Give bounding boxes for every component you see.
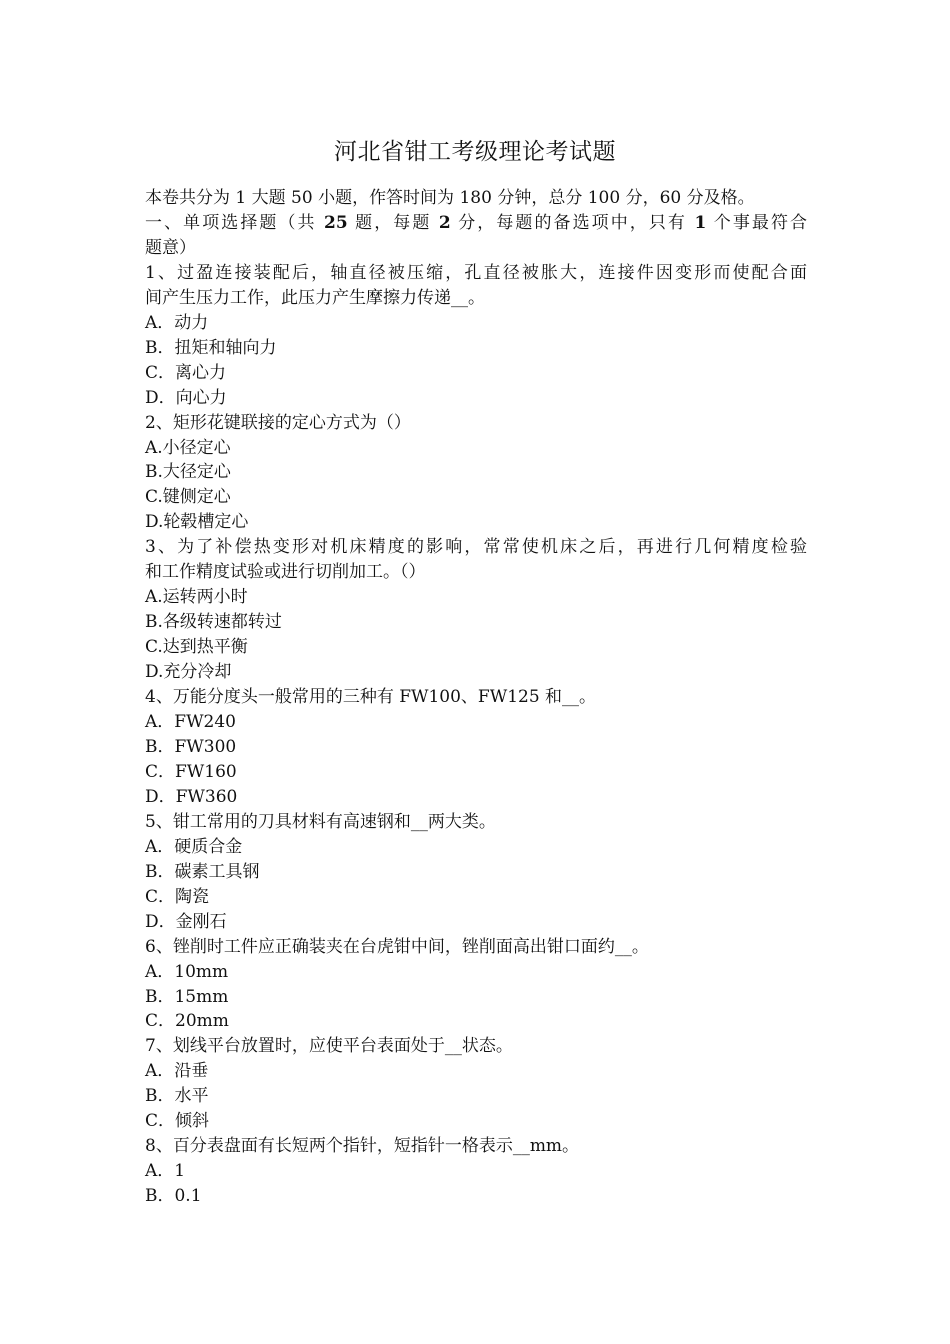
question-stem: 4、万能分度头一般常用的三种有 FW100、FW125 和__。 <box>145 687 597 708</box>
answer-option: C.键侧定心 <box>145 487 231 508</box>
answer-option: C．FW160 <box>145 761 237 782</box>
answer-option: B.各级转速都转过 <box>145 612 282 633</box>
answer-option: B．碳素工具钢 <box>145 861 260 882</box>
answer-option: A.小径定心 <box>145 437 231 458</box>
answer-option: D.充分冷却 <box>145 662 232 683</box>
answer-option: B．水平 <box>145 1086 209 1107</box>
question-stem: 8、百分表盘面有长短两个指针，短指针一格表示__mm。 <box>145 1136 580 1157</box>
question-stem: 2、矩形花键联接的定心方式为（） <box>145 412 411 433</box>
answer-option: C．20mm <box>145 1011 229 1032</box>
answer-option: A.运转两小时 <box>145 587 248 608</box>
section-heading-cont: 题意） <box>145 237 196 258</box>
answer-option: C．陶瓷 <box>145 886 210 907</box>
answer-option: A．FW240 <box>145 712 236 733</box>
answer-option: A．硬质合金 <box>145 836 243 857</box>
document-title: 河北省钳工考级理论考试题 <box>334 139 616 165</box>
question-stem: 6、锉削时工件应正确装夹在台虎钳中间，锉削面高出钳口面约__。 <box>145 936 649 957</box>
answer-option: D．向心力 <box>145 387 227 408</box>
section-heading: 一、单项选择题（共 25 题，每题 2 分，每题的备选项中，只有 1 个事最符合 <box>145 212 808 233</box>
answer-option: D．FW360 <box>145 786 238 807</box>
answer-option: C．倾斜 <box>145 1111 210 1132</box>
answer-option: C.达到热平衡 <box>145 637 248 658</box>
answer-option: B．15mm <box>145 986 229 1007</box>
answer-option: B.大径定心 <box>145 462 231 483</box>
question-stem: 1、过盈连接装配后，轴直径被压缩，孔直径被胀大，连接件因变形而使配合面 <box>145 262 807 283</box>
exam-intro: 本卷共分为 1 大题 50 小题，作答时间为 180 分钟，总分 100 分，60 分及格。 <box>145 188 755 208</box>
question-stem: 间产生压力工作，此压力产生摩擦力传递__。 <box>145 287 485 308</box>
answer-option: A．1 <box>145 1161 186 1182</box>
question-stem: 3、为了补偿热变形对机床精度的影响，常常使机床之后，再进行几何精度检验 <box>145 537 807 558</box>
question-stem: 5、钳工常用的刀具材料有高速钢和__两大类。 <box>145 811 496 832</box>
answer-option: B．扭矩和轴向力 <box>145 337 277 358</box>
answer-option: D.轮毂槽定心 <box>145 512 249 533</box>
answer-option: B．0.1 <box>145 1186 202 1207</box>
question-stem: 和工作精度试验或进行切削加工。（） <box>145 562 426 583</box>
answer-option: A．10mm <box>145 961 229 982</box>
answer-option: C．离心力 <box>145 362 227 383</box>
answer-option: A．沿垂 <box>145 1061 209 1082</box>
answer-option: D．金刚石 <box>145 911 227 932</box>
question-stem: 7、划线平台放置时，应使平台表面处于__状态。 <box>145 1036 513 1057</box>
answer-option: A．动力 <box>145 312 209 333</box>
document-body <box>145 186 807 1209</box>
answer-option: B．FW300 <box>145 736 237 757</box>
